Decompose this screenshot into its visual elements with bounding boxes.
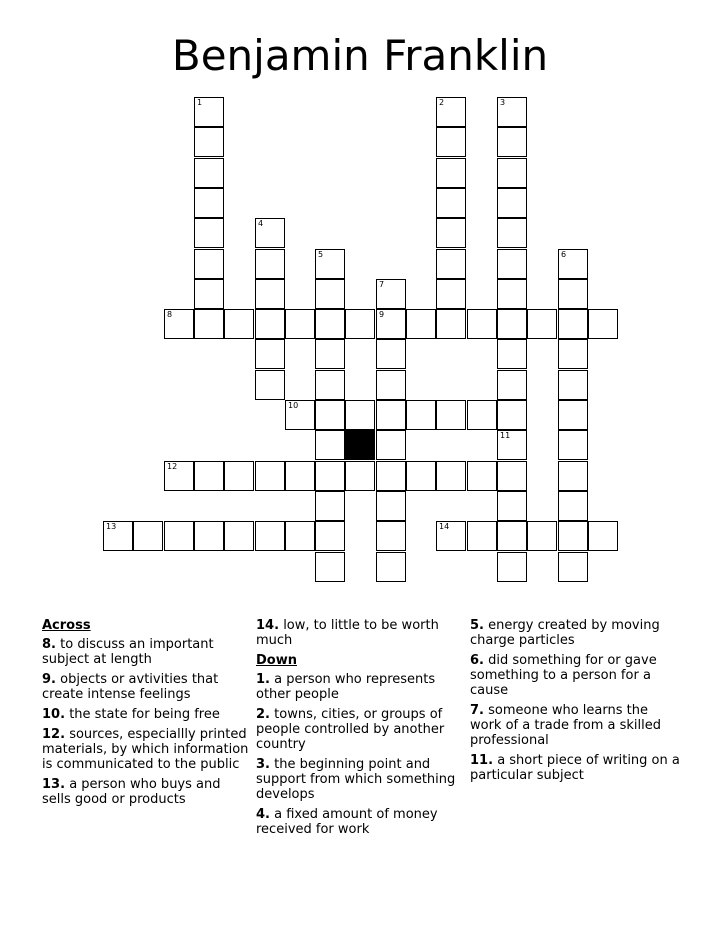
grid-cell[interactable]	[436, 188, 466, 218]
cell-number: 14	[439, 522, 450, 531]
grid-cell[interactable]	[497, 279, 527, 309]
clue-down-1: 1. a person who represents other people	[256, 672, 436, 702]
grid-cell[interactable]	[285, 521, 315, 551]
across-heading: Across	[42, 618, 91, 633]
grid-cell[interactable]	[376, 461, 406, 491]
grid-cell[interactable]	[497, 218, 527, 248]
grid-cell[interactable]	[376, 430, 406, 460]
grid-cell[interactable]	[406, 400, 436, 430]
grid-cell[interactable]	[467, 521, 497, 551]
grid-cell[interactable]	[315, 309, 345, 339]
grid-cell[interactable]	[255, 339, 285, 369]
grid-cell[interactable]	[224, 309, 254, 339]
grid-cell[interactable]	[497, 309, 527, 339]
grid-cell[interactable]	[497, 400, 527, 430]
grid-cell[interactable]	[558, 400, 588, 430]
grid-cell[interactable]	[376, 309, 406, 339]
cell-number: 10	[288, 401, 299, 410]
grid-cell[interactable]	[194, 461, 224, 491]
grid-cell[interactable]	[436, 127, 466, 157]
cell-number: 8	[167, 310, 173, 319]
grid-cell[interactable]	[376, 552, 406, 582]
grid-cell[interactable]	[164, 461, 194, 491]
grid-cell[interactable]	[194, 97, 224, 127]
grid-cell[interactable]	[194, 309, 224, 339]
grid-cell[interactable]	[497, 97, 527, 127]
clue-across-8: 8. to discuss an important subject at length	[42, 637, 214, 667]
grid-cell[interactable]	[133, 521, 163, 551]
grid-cell[interactable]	[497, 158, 527, 188]
grid-cell[interactable]	[406, 309, 436, 339]
clue-across-13: 13. a person who buys and sells good or products	[42, 777, 221, 807]
grid-cell[interactable]	[436, 249, 466, 279]
grid-cell[interactable]	[315, 370, 345, 400]
grid-cell[interactable]	[255, 309, 285, 339]
clue-down-2: 2. towns, cities, or groups of people controlled by another country	[256, 707, 445, 752]
grid-cell[interactable]	[345, 461, 375, 491]
grid-cell[interactable]	[164, 309, 194, 339]
clue-across-12: 12. sources, especiallly printed materials, by which information is communicated to the public	[42, 727, 249, 772]
grid-cell[interactable]	[436, 158, 466, 188]
grid-cell[interactable]	[527, 521, 557, 551]
clue-down-7: 7. someone who learns the work of a trade from a skilled professional	[470, 703, 662, 748]
grid-cell[interactable]	[194, 521, 224, 551]
grid-cell[interactable]	[436, 218, 466, 248]
grid-cell[interactable]	[376, 491, 406, 521]
grid-cell[interactable]	[497, 552, 527, 582]
grid-cell[interactable]	[255, 279, 285, 309]
cell-number: 2	[439, 98, 445, 107]
grid-cell[interactable]	[315, 430, 345, 460]
grid-cell[interactable]	[315, 491, 345, 521]
cell-number: 1	[197, 98, 203, 107]
grid-cell[interactable]	[436, 521, 466, 551]
clue-down-4: 4. a fixed amount of money received for work	[256, 807, 438, 837]
grid-cell[interactable]	[497, 188, 527, 218]
grid-cell[interactable]	[497, 370, 527, 400]
grid-cell[interactable]	[194, 218, 224, 248]
clues-column-3	[470, 618, 680, 788]
clues-column-2	[256, 618, 456, 842]
grid-cell[interactable]	[103, 521, 133, 551]
grid-cell[interactable]	[467, 309, 497, 339]
grid-cell[interactable]	[558, 491, 588, 521]
grid-cell[interactable]	[497, 491, 527, 521]
grid-cell[interactable]	[497, 249, 527, 279]
grid-cell[interactable]	[255, 249, 285, 279]
grid-cell[interactable]	[558, 370, 588, 400]
clue-down-5: 5. energy created by moving charge particles	[470, 618, 660, 648]
clue-across-10: 10. the state for being free	[42, 707, 220, 722]
grid-cell[interactable]	[497, 430, 527, 460]
grid-cell[interactable]	[558, 249, 588, 279]
grid-cell[interactable]	[194, 158, 224, 188]
cell-number: 3	[500, 98, 506, 107]
grid-cell[interactable]	[255, 218, 285, 248]
grid-cell[interactable]	[436, 309, 466, 339]
grid-cell[interactable]	[194, 127, 224, 157]
grid-cell[interactable]	[376, 339, 406, 369]
clue-across-14: 14. low, to little to be worth much	[256, 618, 439, 648]
grid-cell[interactable]	[255, 521, 285, 551]
cell-number: 5	[318, 250, 324, 259]
grid-cell[interactable]	[255, 461, 285, 491]
grid-cell[interactable]	[497, 339, 527, 369]
grid-cell[interactable]	[436, 97, 466, 127]
cell-number: 4	[258, 219, 264, 228]
grid-cell[interactable]	[315, 461, 345, 491]
grid-cell[interactable]	[194, 279, 224, 309]
grid-cell[interactable]	[588, 309, 618, 339]
grid-cell[interactable]	[558, 552, 588, 582]
grid-cell[interactable]	[255, 370, 285, 400]
grid-cell[interactable]	[315, 400, 345, 430]
puzzle-title: Benjamin Franklin	[171, 31, 549, 80]
grid-cell[interactable]	[376, 279, 406, 309]
grid-cell[interactable]	[315, 279, 345, 309]
black-cell	[345, 430, 375, 460]
grid-cell[interactable]	[376, 370, 406, 400]
grid-cell[interactable]	[315, 552, 345, 582]
grid-cell[interactable]	[345, 400, 375, 430]
cell-number: 7	[379, 280, 385, 289]
grid-cell[interactable]	[315, 339, 345, 369]
grid-cell[interactable]	[376, 400, 406, 430]
cell-number: 6	[561, 250, 567, 259]
grid-cell[interactable]	[315, 521, 345, 551]
grid-cell[interactable]	[558, 279, 588, 309]
clue-down-11: 11. a short piece of writing on a particular subject	[470, 753, 680, 783]
grid-cell[interactable]	[376, 521, 406, 551]
cell-number: 12	[167, 462, 178, 471]
grid-cell[interactable]	[558, 339, 588, 369]
grid-cell[interactable]	[436, 461, 466, 491]
grid-cell[interactable]	[436, 400, 466, 430]
grid-cell[interactable]	[497, 461, 527, 491]
grid-cell[interactable]	[558, 521, 588, 551]
grid-cell[interactable]	[285, 461, 315, 491]
cell-number: 11	[500, 431, 511, 440]
grid-cell[interactable]	[315, 249, 345, 279]
grid-cell[interactable]	[467, 400, 497, 430]
cell-number: 9	[379, 310, 385, 319]
grid-cell[interactable]	[436, 279, 466, 309]
grid-cell[interactable]	[527, 309, 557, 339]
grid-cell[interactable]	[345, 309, 375, 339]
grid-cell[interactable]	[467, 461, 497, 491]
grid-cell[interactable]	[164, 521, 194, 551]
grid-cell[interactable]	[194, 188, 224, 218]
grid-cell[interactable]	[558, 309, 588, 339]
grid-cell[interactable]	[558, 461, 588, 491]
grid-cell[interactable]	[285, 309, 315, 339]
clue-across-9: 9. objects or avtivities that create intense feelings	[42, 672, 219, 702]
grid-cell[interactable]	[224, 461, 254, 491]
grid-cell[interactable]	[224, 521, 254, 551]
grid-cell[interactable]	[588, 521, 618, 551]
clue-down-6: 6. did something for or gave something to a person for a cause	[470, 653, 657, 698]
clues-column-1	[42, 618, 252, 812]
clue-down-3: 3. the beginning point and support from which something develops	[256, 757, 456, 802]
down-heading: Down	[256, 653, 297, 668]
grid-cell[interactable]	[194, 249, 224, 279]
cell-number: 13	[106, 522, 117, 531]
grid-cell[interactable]	[285, 400, 315, 430]
grid-cell[interactable]	[497, 127, 527, 157]
grid-cell[interactable]	[558, 430, 588, 460]
grid-cell[interactable]	[406, 461, 436, 491]
grid-cell[interactable]	[497, 521, 527, 551]
